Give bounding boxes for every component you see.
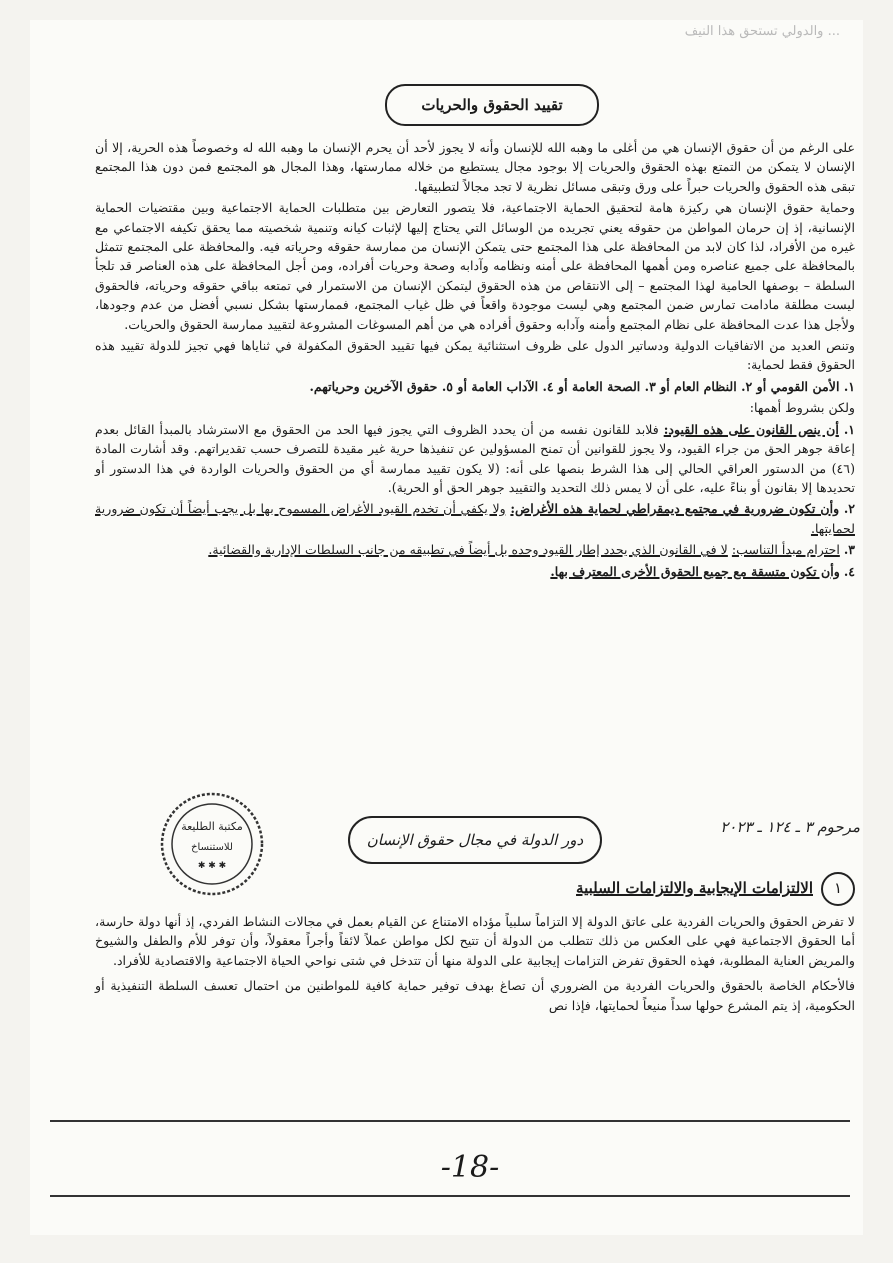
section-paragraph-2: فالأحكام الخاصة بالحقوق والحريات الفردية من الضروري أن تصاغ بهدف توفير حماية كافية للمواطنين من احتمال تعسف السلطة التنفيذية أو الحكومية، إذ يتم المشرع حولها سداً منيعاً لحمايتها، فإذا نص bbox=[95, 978, 855, 1013]
section-number: ١ bbox=[821, 872, 855, 906]
faded-header-text: ... والدولي تستحق هذا النيف bbox=[684, 24, 840, 39]
handwritten-section-title: دور الدولة في مجال حقوق الإنسان bbox=[348, 816, 602, 864]
condition-text: فلابد للقانون نفسه من أن يحدد الظروف التي يجوز فيها الحد من الحقوق مع الاسترشاد بالمبدأ القائل بعدم إعاقة جوهر الحق من جراء القيود، ولا يجوز للقوانين أن تمنح المسؤولين عن تنفيذها حرية غير مقيدة للتصرف حسب تقديراتهم. وقد أشارت المادة (٤٦) من الدستور العراقي الحالي إلى هذا الشرط بنصها على أنه: (لا يكون تقييد ممارسة أي من الحقوق والحريات الواردة في هذا الدستور أو تحديدها إلا بقانون أو بناءً عليه، على أن لا يمس ذلك التحديد والتقييد جوهر الحق أو الحرية). bbox=[95, 421, 855, 495]
condition-number: ٣. bbox=[843, 542, 855, 558]
conditions-intro: ولكن بشروط أهمها: bbox=[749, 400, 855, 416]
condition-item-1 bbox=[95, 420, 855, 498]
main-body bbox=[95, 138, 855, 583]
paragraph-3: وتنص العديد من الاتفاقيات الدولية ودساتير الدول على ظروف استثنائية يمكن فيها تقييد الحقوق المكفولة في ثناياها فهي تجيز للدولة تقييد هذه الحقوق فقط لحماية: bbox=[95, 338, 855, 373]
page-number: -18- bbox=[440, 1150, 500, 1185]
bottom-rule-2 bbox=[50, 1195, 850, 1197]
condition-item-2 bbox=[95, 499, 855, 538]
section-paragraph-1: لا تفرض الحقوق والحريات الفردية على عاتق الدولة إلا التزاماً سلبياً مؤداه الامتناع عن القيام بعمل في مجالات النشاط الفردي، إذ أنها دولة حارسة، أما الحقوق الاجتماعية فهي على العكس من ذلك تتطلب من الدولة أن تتيح لكل مواطن عملاً لائقاً وأجراً معقولاً، وأن توفر للأم والطفل والشيوخ والمريض العناية المطلوبة، فهذه الحقوق تفرض التزامات إيجابية على الدولة منها أن تتدخل في شتى نواحي الحياة الاجتماعية والاقتصادية للأفراد. bbox=[95, 914, 855, 968]
paragraph-1: على الرغم من أن حقوق الإنسان هي من أغلى ما وهبه الله للإنسان وأنه لا يجوز لأحد أن يحرم الإنسان ما وهبه الله له وخصوصاً هذه الحرية، إلا أن الإنسان لا يتمكن من التمتع بهذه الحقوق والحريات إلا بوجود مجال يستطيع من خلاله ممارستها، وهذا المجال هو المجتمع فمن دون هذا المجتمع تبقى هذه الحقوق والحريات حبراً على ورق وتبقى مسائل نظرية لا تجد مجالاً لتطبيقها. bbox=[95, 140, 855, 194]
section-heading bbox=[95, 872, 855, 906]
condition-number: ١. bbox=[843, 421, 855, 437]
condition-lead: احترام مبدأ التناسب: bbox=[731, 542, 840, 558]
svg-text:للاستنساخ: للاستنساخ bbox=[191, 842, 233, 853]
condition-item-4 bbox=[95, 562, 855, 581]
document-page bbox=[30, 20, 863, 1235]
section-title: الالتزامات الإيجابية والالتزامات السلبية bbox=[576, 879, 813, 898]
condition-item-3 bbox=[95, 540, 855, 559]
paragraph-2: وحماية حقوق الإنسان هي ركيزة هامة لتحقيق الحماية الاجتماعية، فلا يتصور التعارض بين متطلبات الحماية الاجتماعية وبين مقتضيات الحماية الإنسانية، إذ إن حرمان المواطن من حقوقه يعني تجريده من الوسائل التي يحتاج إليها لإثبات كيانه وتنمية شخصيته مما يحقق تكيفه الاجتماعي مع غيره من الأفراد، لذا كان لابد من المحافظة على هذا المجتمع حتى يتمكن الإنسان من ممارسة حقوقه وحرياته فيه. والمحافظة على المجتمع تتمثل بالمحافظة على جميع عناصره ومن أهمها المحافظة على أمنه ونظامه وآدابه وصحة وحريات أفراده، ومن أجل المحافظة على هذه العناصر قد تلجأ السلطة – بوصفها الحامية لهذا المجتمع – إلى الانتقاص من هذه الحقوق ليتمكن الإنسان من الاستمرار في تمتعه بباقي حقوقه وحرياته، فالحقوق ليست مطلقة مادامت تمارس ضمن المجتمع وهي ليست موجودة واقعاً في ظل غياب المجتمع، فممارستها بشكل نسبي أفضل من عدم وجودها، ولأجل هذا عدت المحافظة على نظام المجتمع وأمنه وآدابه وحقوق أفراده هي من أهم المسوغات المشروعة لتقييد ممارسة الحقوق والحريات. bbox=[95, 200, 855, 332]
page-title: تقييد الحقوق والحريات bbox=[385, 84, 599, 126]
condition-lead: وأن تكون متسقة مع جميع الحقوق الأخرى المعترف بها. bbox=[550, 563, 840, 579]
handwritten-note: مرحوم ٣ ـ ١٢٤ ـ ٢٠٢٣ bbox=[720, 818, 860, 836]
section-obligations bbox=[95, 872, 855, 1021]
protected-interests-list: ١. الأمن القومي أو ٢. النظام العام أو ٣. الصحة العامة أو ٤. الآداب العامة أو ٥. حقوق الآخرين وحرياتهم. bbox=[309, 378, 855, 394]
condition-number: ٢. bbox=[843, 501, 855, 517]
svg-text:مكتبة الطليعة: مكتبة الطليعة bbox=[181, 820, 243, 833]
svg-text:✱ ✱ ✱: ✱ ✱ ✱ bbox=[197, 861, 227, 871]
condition-text: لا في القانون الذي يحدد إطار القيود وحده بل أيضاً في تطبيقه من جانب السلطات الإدارية والقضائية. bbox=[208, 542, 728, 558]
condition-number: ٤. bbox=[843, 563, 855, 579]
condition-lead: وأن تكون ضرورية في مجتمع ديمقراطي لحماية هذه الأغراض: bbox=[510, 501, 840, 517]
bottom-rule-1 bbox=[50, 1120, 850, 1122]
condition-lead: أن ينص القانون على هذه القيود: bbox=[663, 421, 839, 437]
condition-text: ولا يكفي أن تخدم القيود الأغراض المسموح بها بل يجب أيضاً أن تكون ضرورية لحمايتها. bbox=[95, 501, 855, 536]
